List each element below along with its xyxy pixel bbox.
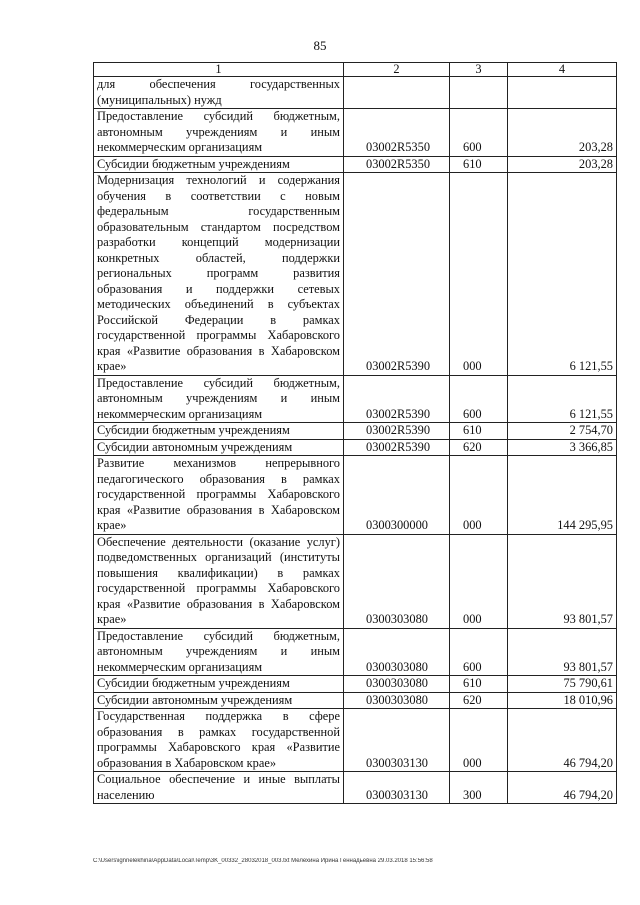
table-header-row: [94, 63, 617, 77]
table-row: [94, 439, 617, 456]
row-sum: 93 801,57: [508, 628, 617, 676]
row-sum: 93 801,57: [508, 534, 617, 628]
row-type: 000: [450, 534, 508, 628]
column-header-code: 2: [344, 63, 450, 77]
row-code: 03002R5390: [344, 375, 450, 423]
row-code: 0300303130: [344, 772, 450, 804]
table-row: [94, 156, 617, 173]
row-name: Предоставление субсидий бюджетным, автономным учреждениям и иным некоммерческим организациям: [94, 109, 344, 157]
row-type: 600: [450, 628, 508, 676]
row-sum: 203,28: [508, 109, 617, 157]
row-name: Субсидии бюджетным учреждениям: [94, 156, 344, 173]
column-header-name: 1: [94, 63, 344, 77]
table-row: [94, 676, 617, 693]
table-row: [94, 173, 617, 376]
row-code: 03002R5390: [344, 439, 450, 456]
row-code: 0300303130: [344, 709, 450, 772]
table-row: [94, 534, 617, 628]
row-code: [344, 77, 450, 109]
row-name: Субсидии автономным учреждениям: [94, 692, 344, 709]
row-name: Предоставление субсидий бюджетным, автономным учреждениям и иным некоммерческим организациям: [94, 375, 344, 423]
row-sum: 3 366,85: [508, 439, 617, 456]
row-code: 0300303080: [344, 676, 450, 693]
row-sum: 18 010,96: [508, 692, 617, 709]
row-name: Развитие механизмов непрерывного педагогического образования в рамках государственной программы Хабаровского края «Развитие образования в Хабаровском крае»: [94, 456, 344, 535]
row-code: 03002R5350: [344, 109, 450, 157]
row-name: Модернизация технологий и содержания обучения в соответствии с новым федеральным государственным образовательным стандартом посредством разработки концепций модернизации конкретных областей, поддержки региональных программ развития образования и поддержки сетевых методических объединений в субъектах Российской Федерации в рамках государственной программы Хабаровского края «Развитие образования в Хабаровском крае»: [94, 173, 344, 376]
row-sum: [508, 77, 617, 109]
row-code: 03002R5390: [344, 173, 450, 376]
table-row: [94, 423, 617, 440]
row-name: для обеспечения государственных (муниципальных) нужд: [94, 77, 344, 109]
row-name: Обеспечение деятельности (оказание услуг) подведомственных организаций (институты повышения квалификации) в рамках государственной программы Хабаровского края «Развитие образования в Хабаровском крае»: [94, 534, 344, 628]
row-name: Предоставление субсидий бюджетным, автономным учреждениям и иным некоммерческим организациям: [94, 628, 344, 676]
table-row: [94, 628, 617, 676]
row-sum: 46 794,20: [508, 709, 617, 772]
row-type: 620: [450, 692, 508, 709]
row-code: 03002R5390: [344, 423, 450, 440]
table-row: [94, 772, 617, 804]
row-sum: 46 794,20: [508, 772, 617, 804]
table-row: [94, 109, 617, 157]
row-code: 0300303080: [344, 534, 450, 628]
column-header-sum: 4: [508, 63, 617, 77]
row-sum: 203,28: [508, 156, 617, 173]
row-name: Социальное обеспечение и иные выплаты населению: [94, 772, 344, 804]
table-row: [94, 375, 617, 423]
row-code: 0300303080: [344, 692, 450, 709]
row-code: 03002R5350: [344, 156, 450, 173]
page-number: 85: [313, 38, 327, 53]
row-type: 610: [450, 676, 508, 693]
row-type: 000: [450, 173, 508, 376]
budget-table: [93, 62, 617, 804]
row-name: Субсидии автономным учреждениям: [94, 439, 344, 456]
document-footer-path: C:\Users\ignnelekhina\AppData\Local\Temp\3K_00332_28032018_003.txt Мелехина Ирина Геннадьевна 29.03.2018 15:56:58: [93, 858, 433, 864]
row-code: 0300300000: [344, 456, 450, 535]
row-type: 600: [450, 375, 508, 423]
table-row: [94, 456, 617, 535]
row-sum: 144 295,95: [508, 456, 617, 535]
row-type: 610: [450, 156, 508, 173]
row-sum: 75 790,61: [508, 676, 617, 693]
row-type: 300: [450, 772, 508, 804]
table-row: [94, 692, 617, 709]
row-code: 0300303080: [344, 628, 450, 676]
row-sum: 2 754,70: [508, 423, 617, 440]
row-name: Государственная поддержка в сфере образования в рамках государственной программы Хабаровского края «Развитие образования в Хабаровском крае»: [94, 709, 344, 772]
row-name: Субсидии бюджетным учреждениям: [94, 676, 344, 693]
row-type: 000: [450, 709, 508, 772]
row-type: 000: [450, 456, 508, 535]
row-type: 610: [450, 423, 508, 440]
row-name: Субсидии бюджетным учреждениям: [94, 423, 344, 440]
row-type: 620: [450, 439, 508, 456]
row-sum: 6 121,55: [508, 173, 617, 376]
row-sum: 6 121,55: [508, 375, 617, 423]
column-header-type: 3: [450, 63, 508, 77]
row-type: [450, 77, 508, 109]
row-type: 600: [450, 109, 508, 157]
table-row: [94, 77, 617, 109]
table-row: [94, 709, 617, 772]
